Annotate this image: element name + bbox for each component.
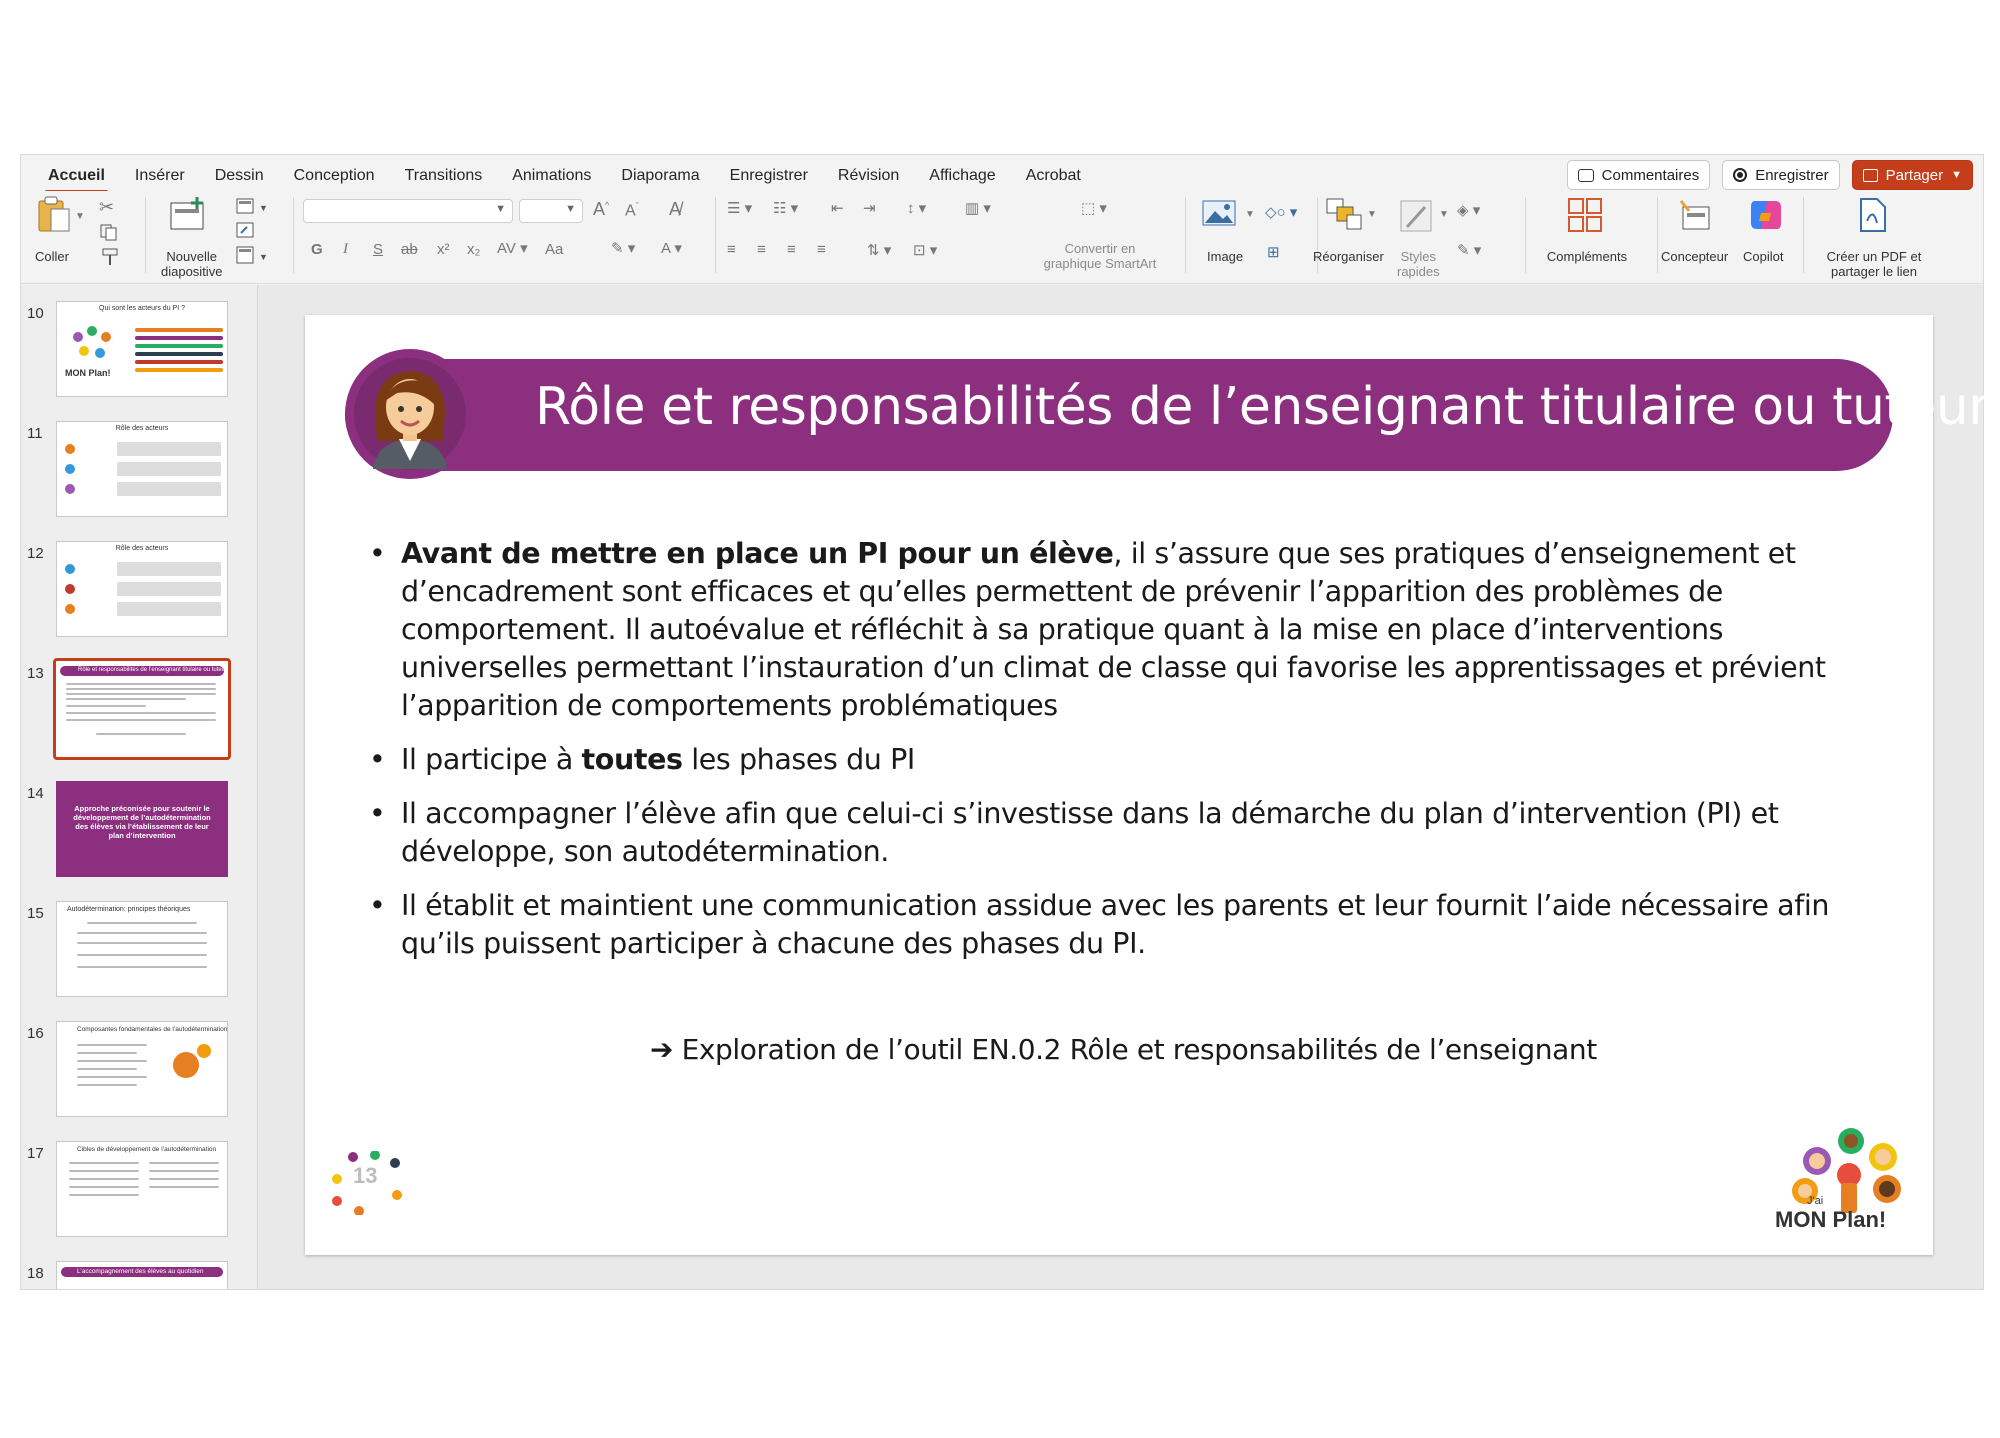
thumbnail-text [77,966,207,968]
powerpoint-window [20,154,1990,1290]
quick-styles-label-line2: rapides [1397,264,1440,279]
outdent-icon[interactable]: ⇤ [831,200,844,217]
align-center-icon[interactable]: ≡ [757,241,766,258]
increase-font-icon[interactable]: A^ [593,199,610,219]
arrow-icon: ➔ [650,1033,674,1066]
bullet-text: , il s’assure que ses pratiques d’enseignement et d’encadrement sont efficaces et qu’elles permettent de prévenir l’apparition des problèmes de comportement. Il autoévalue et réfléchit à sa pratique quant à la mise en place d’interventions universelles permettant l’instauration d’un climat de classe qui favorise les apprentissages et prévient l’apparition de comportements problématiques [401,537,1826,722]
thumbnail-text [149,1162,219,1164]
ribbon-separator [1525,197,1526,273]
thumbnail-text [69,1170,139,1172]
thumbnail-bar [135,352,223,356]
italic-button[interactable]: I [343,241,348,257]
top-actions [1567,160,1973,190]
slide-canvas[interactable] [305,315,1990,1255]
align-right-icon[interactable]: ≡ [787,241,796,258]
change-case-button[interactable]: Aa [545,241,564,258]
thumbnail-text [149,1170,219,1172]
underline-button[interactable]: S [373,241,384,258]
thumbnail-text [117,442,221,456]
paste-label: Coller [35,249,69,264]
exploration-line[interactable] [650,1033,1597,1066]
thumbnail-text [77,1084,137,1086]
chevron-down-icon: ▼ [565,203,576,215]
logo-small-text: J'ai [1807,1195,1824,1207]
copilot-icon [1747,197,1785,233]
tab-transitions[interactable]: Transitions [404,167,483,184]
ribbon-separator [1185,197,1186,273]
subscript-button[interactable]: x₂ [467,241,481,258]
thumbnail-number: 10 [27,305,44,322]
thumbnail-text [149,1178,219,1180]
smartart-icon: ⬚ ▾ [1081,200,1107,217]
share-label: Partager [1885,166,1944,184]
chevron-down-icon: ▼ [1367,209,1377,220]
thumbnail-number: 13 [27,665,44,682]
svg-text:▼: ▼ [259,203,268,213]
columns-icon[interactable]: ▥ ▾ [965,200,991,217]
copy-icon[interactable] [99,223,121,241]
share-icon [1863,169,1878,182]
decrease-font-icon[interactable]: $A^ˇ$ [625,201,639,220]
line-spacing-icon[interactable]: ↕ ▾ [907,200,927,217]
ribbon-separator [293,197,294,273]
thumbnail-text [117,602,221,616]
slide-title[interactable]: Rôle et responsabilités de l’enseignant titulaire ou tuteur [535,377,1990,437]
bullets-icon[interactable]: ☰ ▾ [727,200,753,217]
avatar-icon [79,346,89,356]
thumbnail-row [21,1141,257,1251]
thumbnail-text [69,1194,139,1196]
quick-styles-icon [1397,197,1435,235]
slide-thumbnail-13[interactable] [53,658,231,760]
bullet-item [369,535,1869,725]
arrange-icon [1325,197,1365,233]
addins-icon [1567,197,1603,233]
image-icon [1201,199,1237,229]
thumbnail-text [87,922,197,924]
bullet-item [369,741,1869,779]
smartart-label-line2: graphique SmartArt [1043,256,1157,271]
chevron-down-icon: ▼ [75,211,85,222]
ribbon-separator [145,197,146,273]
thumbnail-number: 17 [27,1145,44,1162]
superscript-button[interactable]: x² [437,241,450,258]
avatar-icon [101,332,111,342]
thumbnail-text [117,562,221,576]
thumbnail-bar [135,360,223,364]
thumbnail-title: Qui sont les acteurs du PI ? [99,305,185,312]
title-banner [345,359,1990,471]
image-label: Image [1207,249,1244,264]
numbering-icon[interactable]: ☷ ▾ [773,200,799,217]
slide-editor [258,285,1990,1289]
avatar-icon [65,604,75,614]
textbox-icon[interactable]: ⊞ [1267,244,1280,261]
slide-thumbnail-16[interactable] [56,1021,228,1117]
thumbnail-bar [135,336,223,340]
copilot-label: Copilot [1743,249,1784,264]
thumbnail-text [66,693,216,695]
bullet-bold-text: toutes [581,743,683,776]
avatar-icon [65,484,75,494]
tab-accueil[interactable]: Accueil [33,163,120,189]
font-size-select[interactable] [519,199,583,223]
bullet-bold-text: Avant de mettre en place un PI pour un élève [401,537,1114,570]
align-text-icon[interactable]: ⊡ ▾ [913,242,938,259]
thumbnail-title: Rôle des acteurs [115,425,169,432]
thumbnail-text [66,719,216,721]
teacher-avatar [345,349,475,479]
bullet-text: Il participe à [401,743,582,776]
layout-icon[interactable] [235,197,269,217]
arrange-label: Réorganiser [1313,249,1384,264]
pdf-icon [1857,197,1887,233]
new-slide-icon [167,195,211,235]
thumbnail-title: Rôle des acteurs [115,545,169,552]
thumbnail-row [21,1021,257,1131]
thumbnail-number: 18 [27,1265,44,1282]
tab-revision[interactable]: Révision [837,167,900,184]
slide-thumbnail-15[interactable] [56,901,228,997]
thumbnail-text [66,683,216,685]
avatar-icon [65,464,75,474]
thumbnail-text [77,1076,147,1078]
bullet-item [369,887,1869,963]
thumbnail-row [21,421,257,531]
shape-fill-icon[interactable]: ◈ ▾ [1457,202,1481,219]
thumbnail-text [149,1186,219,1188]
clear-format-icon[interactable]: A̸ [669,199,682,219]
thumbnail-text [117,582,221,596]
slide-number: 13 [353,1163,378,1188]
thumbnail-bar [135,328,223,332]
thumbnail-title: Autodétermination: principes théoriques [67,906,191,913]
thumbnail-number: 11 [27,425,43,442]
bullet-item [369,795,1869,871]
thumbnail-row [21,541,257,651]
ribbon-separator [715,197,716,273]
thumbnail-number: 16 [27,1025,44,1042]
slide-thumbnail-12[interactable] [56,541,228,637]
menu-bar [21,155,1983,191]
logo-text: MON Plan! [1775,1207,1887,1232]
ribbon [21,191,1983,284]
slide-thumbnail-17[interactable] [56,1141,228,1237]
avatar-icon [65,584,75,594]
avatar-icon [87,326,97,336]
section-icon[interactable] [235,245,269,267]
tab-conception[interactable]: Conception [293,167,375,184]
exploration-text: Exploration de l’outil EN.0.2 Rôle et responsabilités de l’enseignant [681,1033,1597,1066]
thumbnail-text [66,705,146,707]
thumbnail-title: Composantes fondamentales de l’autodétermination [77,1026,228,1033]
avatar-icon [197,1044,211,1058]
thumbnail-bar [135,344,223,348]
thumbnail-title: Rôle et responsabilités de l’enseignant titulaire ou tuteur [78,667,228,673]
thumbnail-number: 14 [27,785,44,802]
thumbnail-logo-text: MON Plan! [65,368,111,378]
thumbnail-row [21,781,257,891]
slide-thumbnail-14[interactable] [56,781,228,877]
clipboard-icon [35,195,73,235]
share-button[interactable] [1852,160,1973,190]
avatar-icon [95,348,105,358]
ribbon-separator [1657,197,1658,273]
indent-icon[interactable]: ⇥ [863,200,876,217]
slide-thumbnail-10[interactable] [56,301,228,397]
tab-enregistrer[interactable]: Enregistrer [729,167,808,184]
smartart-label [1025,241,1175,271]
slide-thumbnail-11[interactable] [56,421,228,517]
chevron-down-icon: ▼ [495,203,506,215]
text-direction-icon[interactable]: ⇅ ▾ [867,242,892,259]
create-pdf-label-line2: partager le lien [1831,264,1917,279]
align-left-icon[interactable]: ≡ [727,241,736,258]
target-icon [173,1052,199,1078]
thumbnail-bar [135,368,223,372]
avatar-icon [73,332,83,342]
thumbnail-text [117,462,221,476]
tab-dessin[interactable]: Dessin [214,167,264,184]
thumbnail-text [66,712,216,714]
slide-thumbnails-pane[interactable] [21,285,258,1289]
new-slide-label-line1: Nouvelle [166,249,218,264]
thumbnail-text [77,932,207,934]
thumbnail-title: Approche préconisée pour soutenir le développement de l’autodétermination des élèves via l’établissement de leur plan d’intervention [73,804,211,840]
thumbnail-text [69,1178,139,1180]
comments-button[interactable] [1567,160,1711,190]
thumbnail-text [77,1068,137,1070]
designer-icon [1677,197,1713,233]
char-spacing-icon[interactable]: AV ▾ [497,240,528,257]
thumbnail-number: 12 [27,545,44,562]
create-pdf-label [1799,249,1949,279]
shapes-icon[interactable]: ◇○ ▾ [1265,204,1298,221]
record-icon [1733,168,1747,182]
reset-icon[interactable] [235,221,257,241]
smartart-label-line1: Convertir en [1064,241,1136,256]
bold-button[interactable]: G [311,241,323,258]
shape-outline-icon[interactable]: ✎ ▾ [1457,242,1482,259]
quick-styles-label-line1: Styles [1400,249,1437,264]
thumbnail-row [21,901,257,1011]
thumbnail-text [66,688,216,690]
tab-diaporama[interactable]: Diaporama [621,167,700,184]
chevron-down-icon: ▼ [1245,209,1255,220]
thumbnail-text [77,1060,147,1062]
strikethrough-button[interactable]: ab [401,241,418,258]
chevron-down-icon: ▼ [1951,169,1962,181]
thumbnail-text [77,942,207,944]
new-slide-label-line2: diapositive [161,264,223,279]
font-name-select[interactable] [303,199,513,223]
thumbnail-row [21,301,257,411]
bullet-list[interactable] [369,535,1869,979]
thumbnail-text [96,733,186,735]
chevron-down-icon: ▼ [1439,209,1449,220]
record-label: Enregistrer [1755,166,1829,184]
thumbnail-text [77,1044,147,1046]
new-slide-label [161,249,222,279]
tab-affichage[interactable]: Affichage [929,167,996,184]
ribbon-tabs [33,163,1096,189]
slide-thumbnail-18[interactable] [56,1261,228,1289]
avatar-icon [65,564,75,574]
thumbnail-text [69,1162,139,1164]
justify-icon[interactable]: ≡ [817,241,826,258]
cut-icon[interactable]: ✂ [99,197,115,217]
record-button[interactable] [1722,160,1839,190]
thumbnail-title: L’accompagnement des élèves au quotidien [77,1268,204,1275]
thumbnail-text [117,482,221,496]
bullet-text: les phases du PI [682,743,915,776]
thumbnail-text [69,1186,139,1188]
addins-label: Compléments [1546,249,1628,264]
font-color-icon[interactable]: A ▾ [661,240,682,257]
tab-acrobat[interactable]: Acrobat [1025,167,1081,184]
comment-icon [1578,169,1594,182]
svg-text:▼: ▼ [259,252,268,262]
bullet-text: Il établit et maintient une communication assidue avec les parents et leur fournit l’aide nécessaire afin qu’ils puissent participer à chacune des phases du PI. [401,889,1830,960]
thumbnail-row [21,661,257,771]
designer-label: Concepteur [1661,249,1729,264]
teacher-icon [345,349,475,479]
thumbnail-text [77,1052,137,1054]
thumbnail-row [21,1261,257,1289]
thumbnail-text [77,954,207,956]
thumbnail-number: 15 [27,905,44,922]
bullet-text: Il accompagner l’élève afin que celui-ci s’investisse dans la démarche du plan d’intervention (PI) et développe, son autodétermination. [401,797,1779,868]
highlight-icon[interactable]: ✎ ▾ [611,240,636,257]
thumbnail-title: Cibles de développement de l’autodétermination [77,1146,217,1153]
format-painter-icon[interactable] [99,247,121,267]
create-pdf-label-line1: Créer un PDF et [1826,249,1922,264]
tab-animations[interactable]: Animations [512,167,592,184]
thumbnail-text [66,698,186,700]
tab-inserer[interactable]: Insérer [134,167,185,184]
comments-label: Commentaires [1601,166,1700,184]
avatar-icon [65,444,75,454]
quick-styles-label [1397,249,1440,279]
